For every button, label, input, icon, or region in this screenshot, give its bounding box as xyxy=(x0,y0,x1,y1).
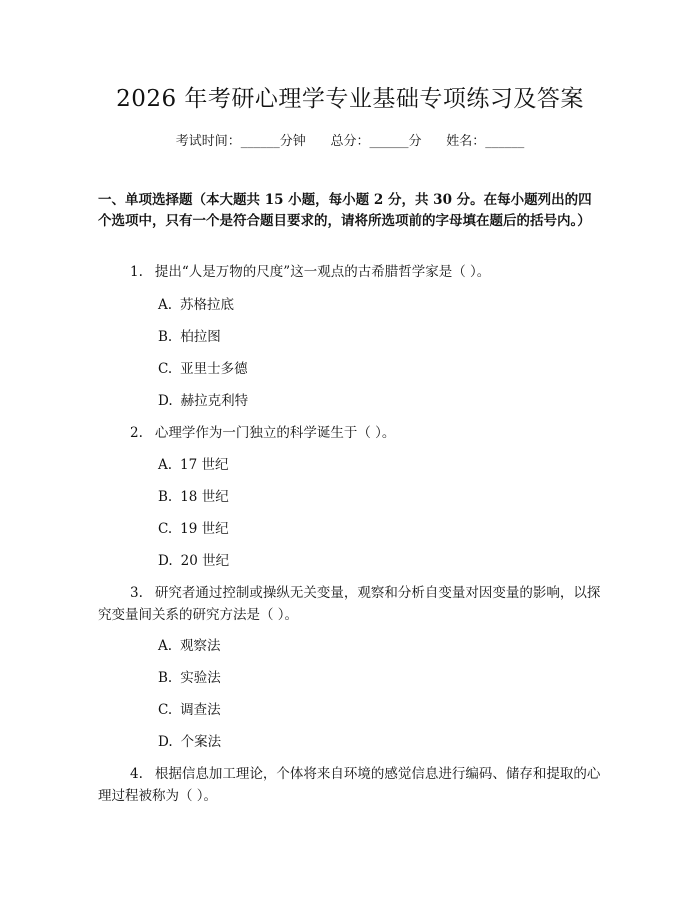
option-text: 19 世纪 xyxy=(180,521,229,537)
option-letter: C. xyxy=(158,521,173,537)
option-letter: B. xyxy=(158,489,173,505)
option-text: 赫拉克利特 xyxy=(180,393,249,409)
question-number: 1. xyxy=(130,264,143,280)
option-2b xyxy=(158,486,229,508)
option-1b xyxy=(158,326,221,348)
question-1 xyxy=(98,261,603,283)
option-letter: A. xyxy=(158,457,173,473)
option-1c xyxy=(158,358,248,380)
option-1d xyxy=(158,390,248,412)
question-2 xyxy=(98,422,603,444)
question-text: 研究者通过控制或操纵无关变量，观察和分析自变量对因变量的影响，以探究变量间关系的研究方法是（ ）。 xyxy=(98,585,601,623)
question-3 xyxy=(98,582,603,626)
option-letter: A. xyxy=(158,297,173,313)
option-text: 实验法 xyxy=(180,670,221,686)
section-heading: 一、单项选择题（本大题共 15 小题，每小题 2 分，共 30 分。在每小题列出的四个选项中，只有一个是符合题目要求的，请将所选项前的字母填在题后的括号内。） xyxy=(98,192,592,229)
question-number: 4. xyxy=(130,766,143,782)
question-text: 根据信息加工理论，个体将来自环境的感觉信息进行编码、储存和提取的心理过程被称为（ ）。 xyxy=(98,766,601,804)
exam-info-line: 考试时间：______分钟 总分：______分 姓名：______ xyxy=(175,134,525,149)
option-text: 亚里士多德 xyxy=(180,361,248,377)
option-3d xyxy=(158,731,221,753)
option-letter: D. xyxy=(158,553,173,569)
option-3c xyxy=(158,699,221,721)
question-number: 2. xyxy=(130,425,143,441)
option-letter: D. xyxy=(158,734,173,750)
question-text: 心理学作为一门独立的科学诞生于（ ）。 xyxy=(154,425,396,441)
option-letter: C. xyxy=(158,702,173,718)
option-letter: B. xyxy=(158,670,173,686)
option-3b xyxy=(158,667,221,689)
option-2a xyxy=(158,454,229,476)
option-letter: B. xyxy=(158,329,173,345)
option-2d xyxy=(158,550,229,572)
option-3a xyxy=(158,635,221,657)
option-text: 观察法 xyxy=(180,638,221,654)
option-text: 20 世纪 xyxy=(180,553,230,569)
option-1a xyxy=(158,294,234,316)
option-text: 柏拉图 xyxy=(180,329,221,345)
option-text: 18 世纪 xyxy=(180,489,229,505)
question-number: 3. xyxy=(130,585,143,601)
option-text: 17 世纪 xyxy=(180,457,229,473)
document-title: 2026 年考研心理学专业基础专项练习及答案 xyxy=(116,86,584,112)
option-letter: A. xyxy=(158,638,173,654)
option-text: 苏格拉底 xyxy=(180,297,235,313)
option-text: 调查法 xyxy=(180,702,221,718)
question-text: 提出“人是万物的尺度”这一观点的古希腊哲学家是（ ）。 xyxy=(154,264,491,280)
option-2c xyxy=(158,518,229,540)
option-letter: C. xyxy=(158,361,173,377)
option-text: 个案法 xyxy=(180,734,222,750)
question-4 xyxy=(98,763,603,807)
option-letter: D. xyxy=(158,393,173,409)
